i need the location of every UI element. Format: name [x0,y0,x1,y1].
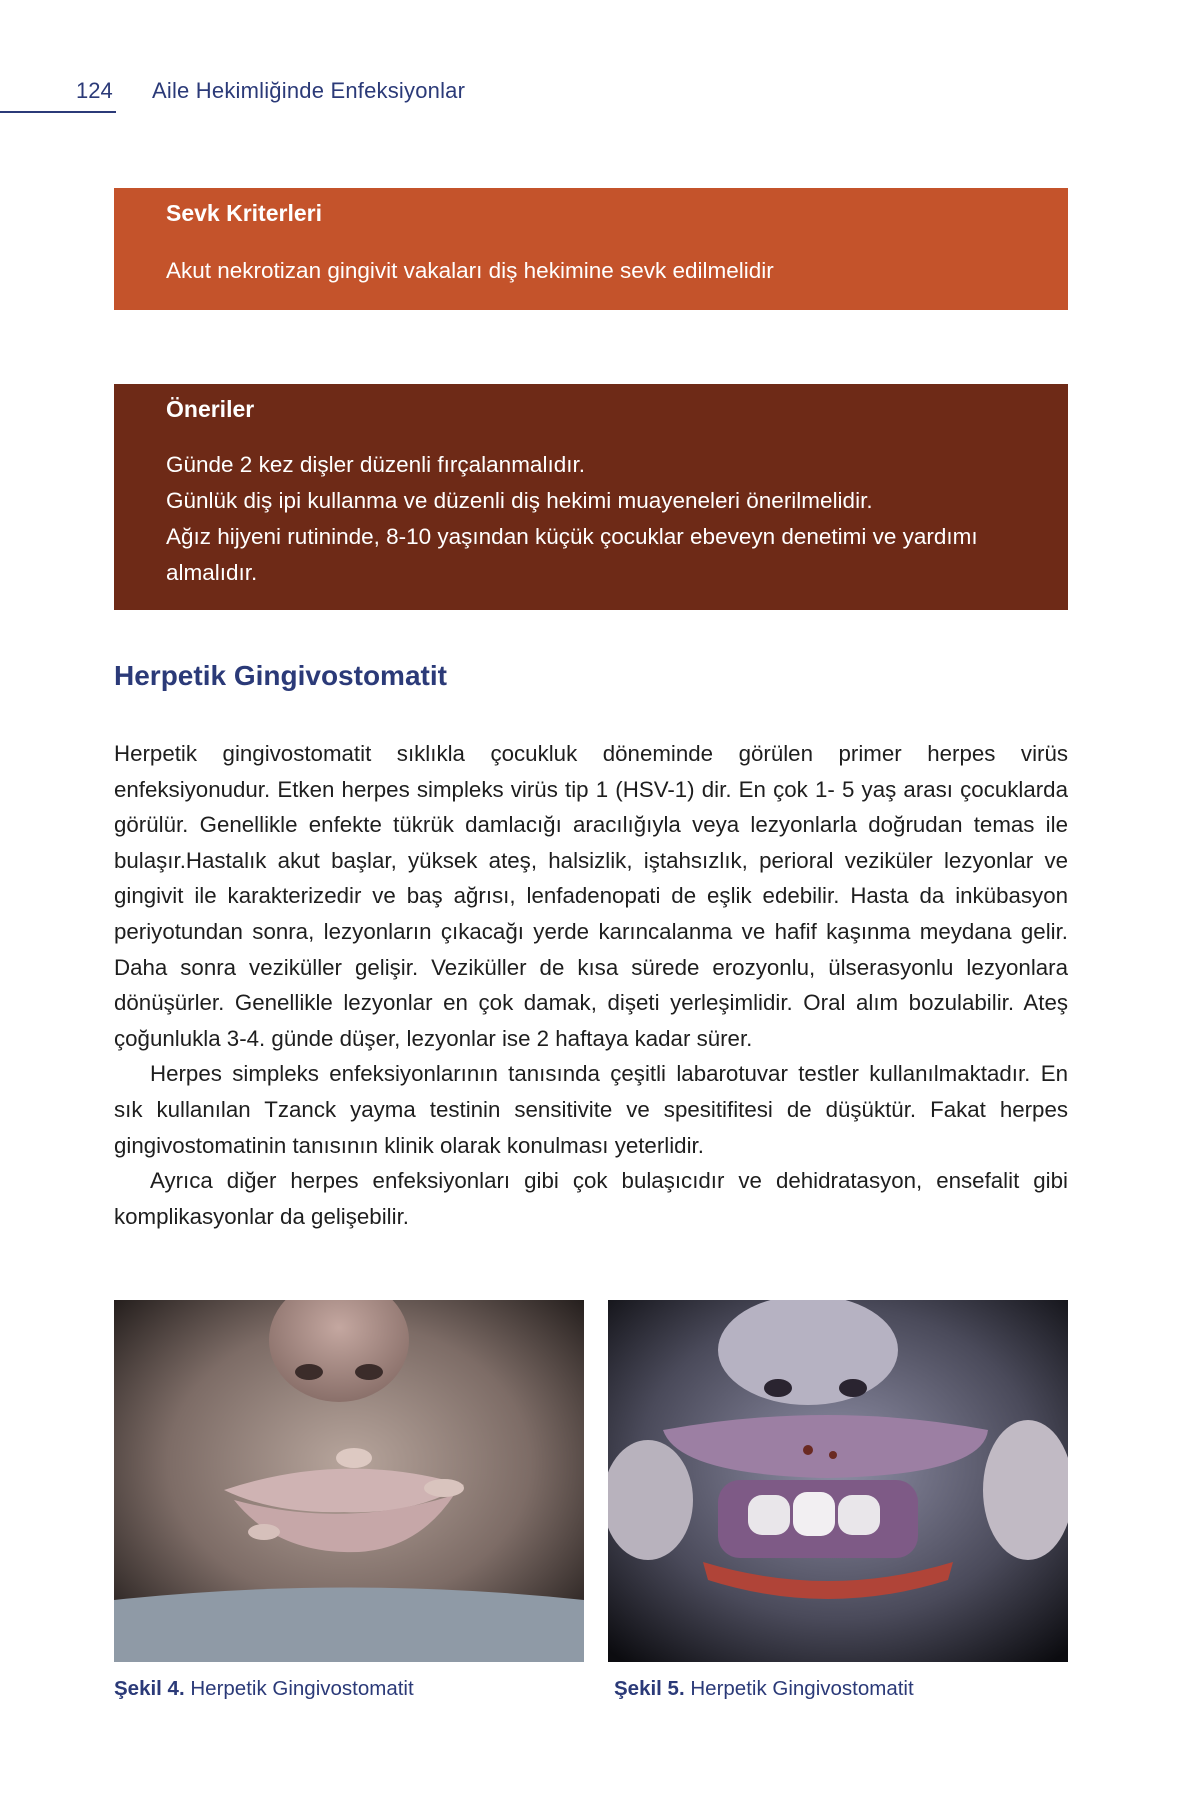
figure-4-photo [114,1300,584,1662]
recommendation-item: Ağız hijyeni rutininde, 8-10 yaşından küçük çocuklar ebeveyn denetimi ve yardımı almalıdır. [166,524,978,585]
recommendation-item: Günde 2 kez dişler düzenli fırçalanmalıdır. [166,452,585,477]
figure-5-photo [608,1300,1068,1662]
referral-criteria-box [114,188,1068,310]
perioral-lesions-image [114,1300,584,1662]
figure-5-caption-text: Herpetik Gingivostomatit [690,1677,914,1700]
header-rule [0,111,116,113]
figure-5-caption [614,1677,914,1701]
figure-4-caption-text: Herpetik Gingivostomatit [190,1677,414,1700]
paragraph: Herpetik gingivostomatit sıklıkla çocukluk döneminde görülen primer herpes virüs enfeksiyonudur. Etken herpes simpleks virüs tip 1 (HSV-1) dir. En çok 1- 5 yaş arası çocuklarda görülür. Genellikle enfekte tükrük damlacığı aracılığıyla veya lezyonlarla doğrudan temas ile bulaşır.Hastalık akut başlar, yüksek ateş, halsizlik, iştahsızlık, perioral veziküler lezyonlar ve gingivit ile karakterizedir ve baş ağrısı, lenfadenopati de eşlik edebilir. Hasta da inkübasyon periyotundan sonra, lezyonların çıkacağı yerde karıncalanma ve hafif kaşınma meydana gelir. Daha sonra veziküller gelişir. Veziküller de kısa sürede erozyonlu, ülserasyonlu lezyonlara dönüşürler. Genellikle lezyonlar en çok damak, dişeti yerleşimlidir. Oral alım bozulabilir. Ateş çoğunlukla 3-4. günde düşer, lezyonlar ise 2 haftaya kadar sürer. [114,741,1068,1051]
referral-criteria-text: Akut nekrotizan gingivit vakaları diş hekimine sevk edilmelidir [166,258,774,283]
page-number: 124 [76,78,113,103]
running-title: Aile Hekimliğinde Enfeksiyonlar [152,78,466,103]
figure-5-label: Şekil 5. [614,1677,685,1700]
section-heading: Herpetik Gingivostomatit [114,660,447,691]
running-header [0,72,600,112]
figure-4-caption [114,1677,414,1701]
figure-4-label: Şekil 4. [114,1677,185,1700]
oral-lesions-image [608,1300,1068,1662]
paragraph: Herpes simpleks enfeksiyonlarının tanısında çeşitli labarotuvar testler kullanılmaktadır. En sık kullanılan Tzanck yayma testinin sensitivite ve spesitifitesi de düşüktür. Fakat herpes gingivostomatinin tanısının klinik olarak konulması yeterlidir. [114,1061,1068,1158]
recommendation-item: Günlük diş ipi kullanma ve düzenli diş hekimi muayeneleri önerilmelidir. [166,488,873,513]
recommendations-box [114,384,1068,610]
recommendations-list [166,447,1018,591]
referral-criteria-title: Sevk Kriterleri [166,200,322,226]
recommendations-title: Öneriler [166,396,255,422]
body-text [114,736,1068,1234]
paragraph: Ayrıca diğer herpes enfeksiyonları gibi çok bulaşıcıdır ve dehidratasyon, ensefalit gibi komplikasyonlar da gelişebilir. [114,1168,1068,1229]
